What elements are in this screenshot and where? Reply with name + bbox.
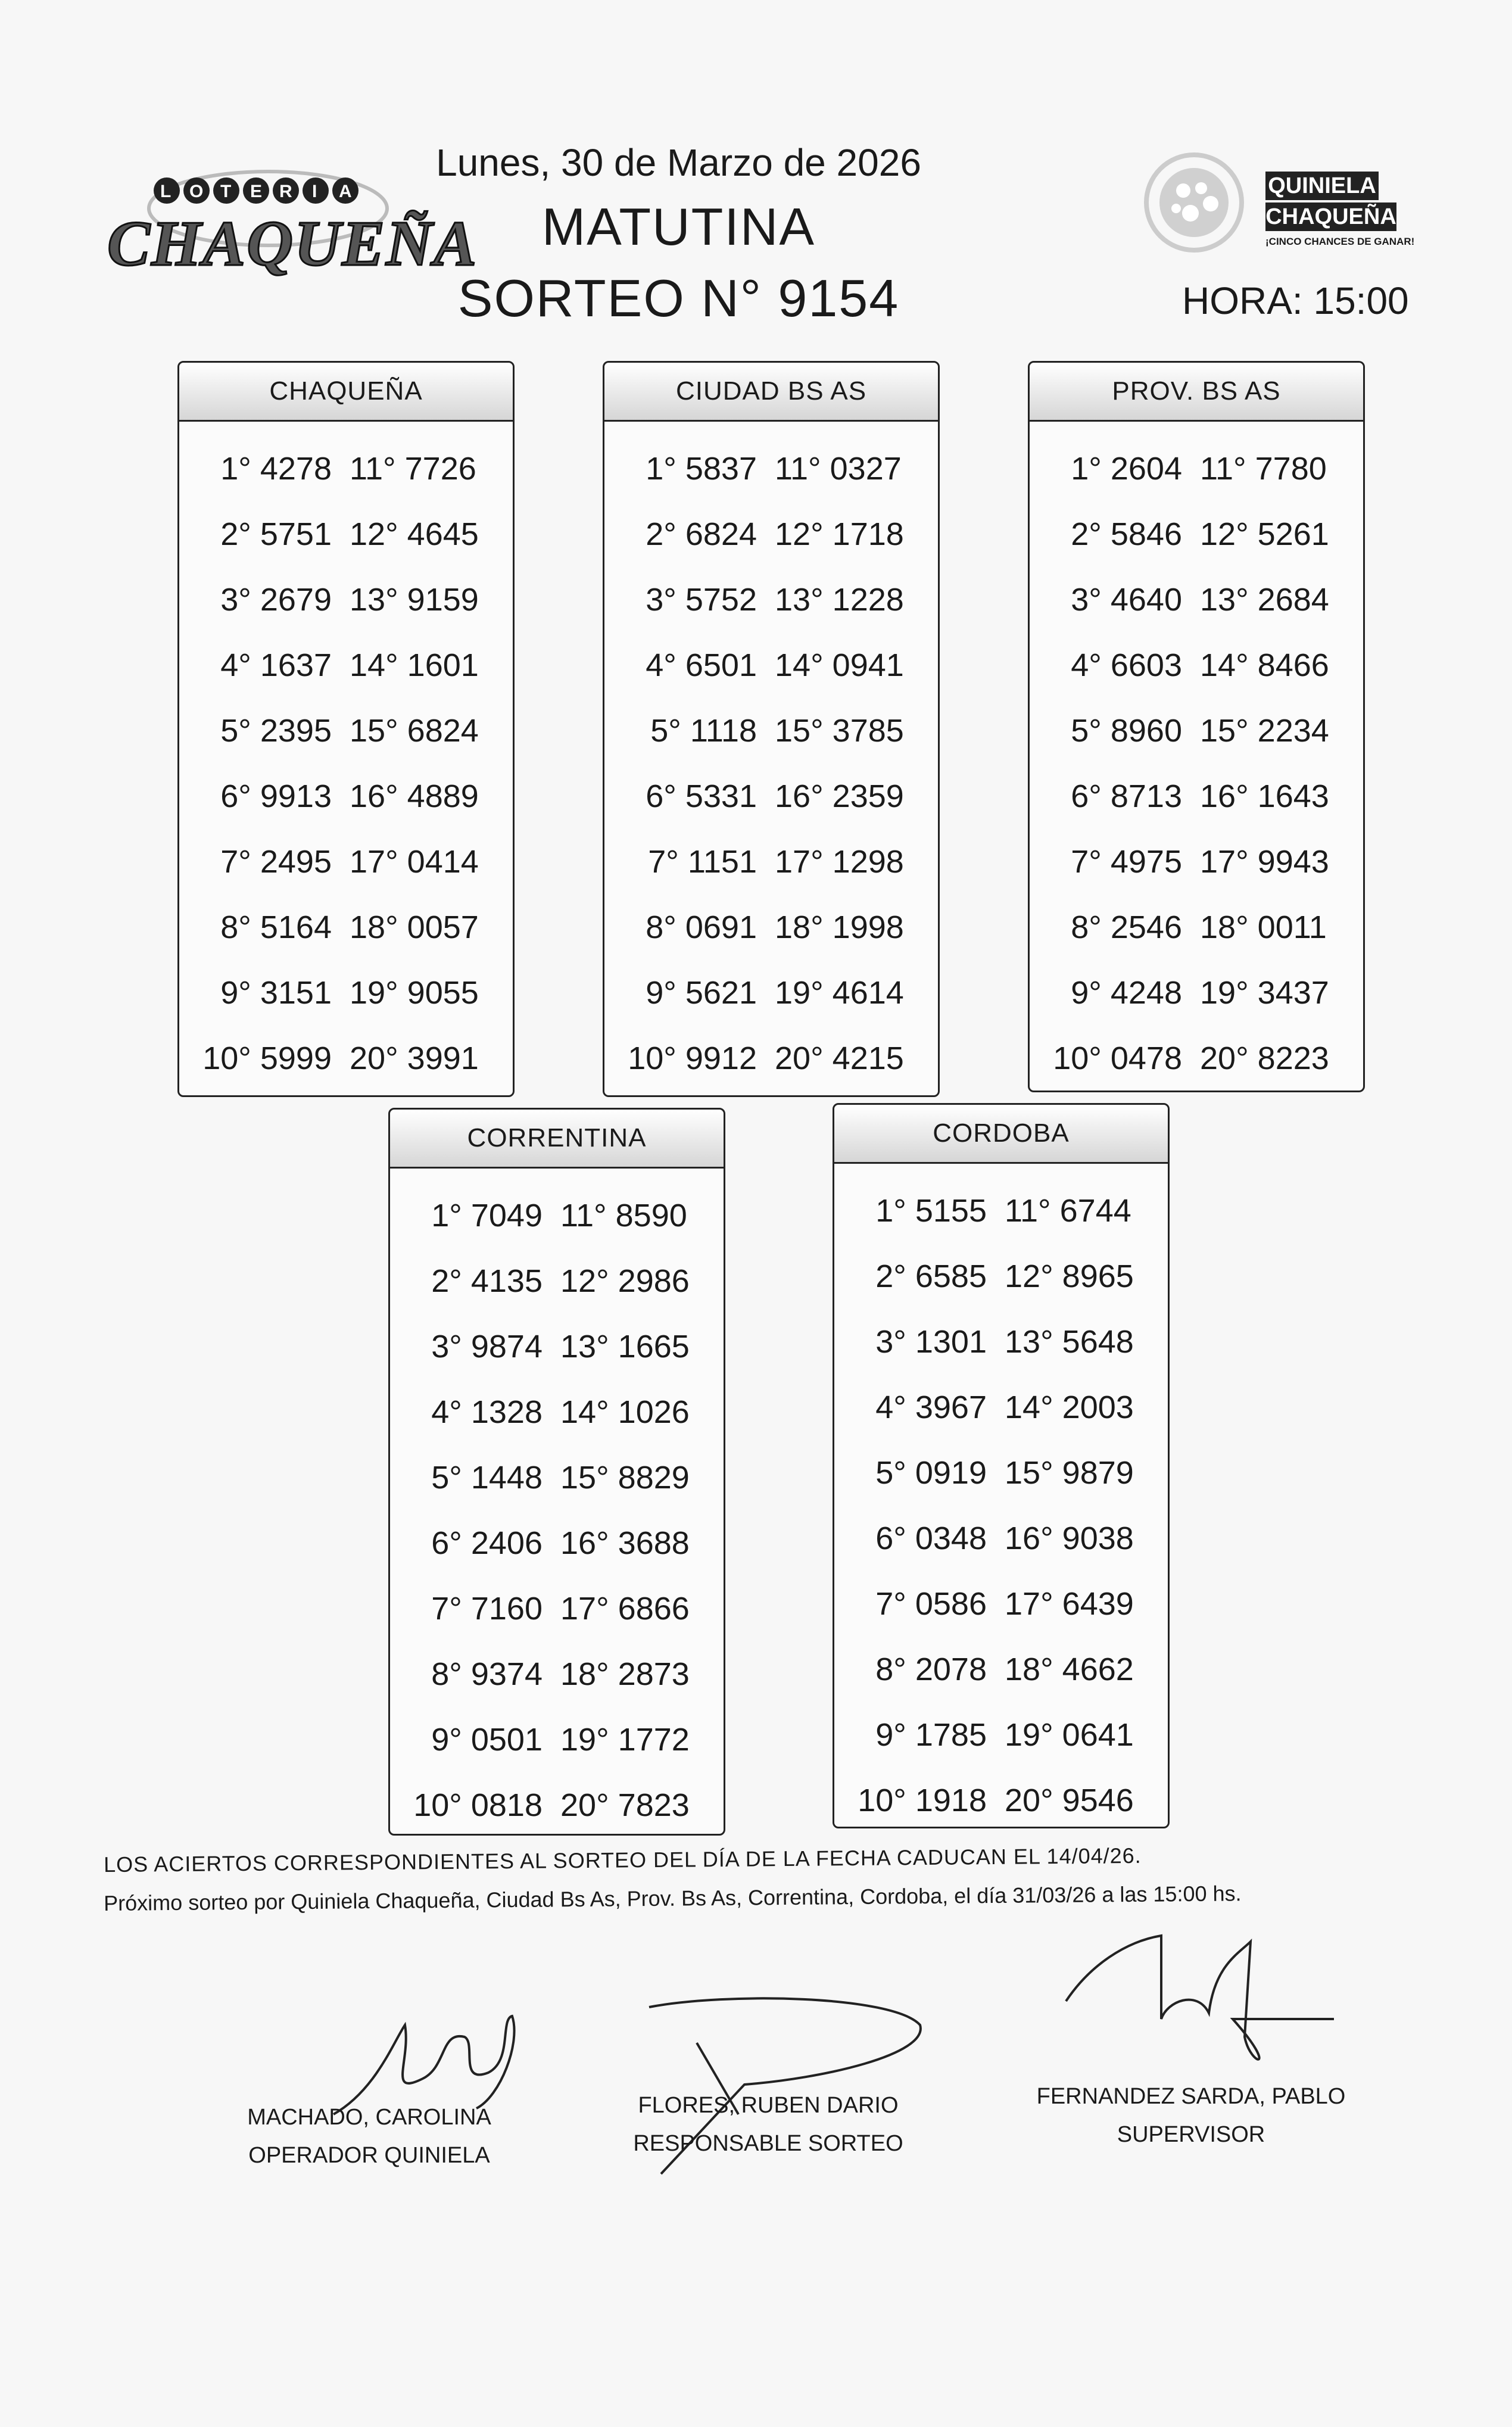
result-position-high: 16° 2359 — [775, 778, 904, 814]
signatory-role: RESPONSABLE SORTEO — [633, 2131, 903, 2156]
svg-text:O: O — [189, 182, 204, 201]
result-row — [834, 1768, 1168, 1833]
panel-ciudad-bs-as — [603, 361, 940, 1097]
result-position-high: 17° 0414 — [350, 844, 479, 880]
result-row — [1030, 567, 1363, 633]
result-position-high: 15° 8829 — [560, 1460, 690, 1496]
result-position-low: 3° 9874 — [431, 1329, 543, 1364]
result-position-low: 1° 5155 — [875, 1193, 987, 1229]
result-position-low: 7° 2495 — [220, 844, 332, 880]
result-row — [834, 1244, 1168, 1309]
result-position-high: 12° 8965 — [1005, 1258, 1134, 1294]
svg-text:L: L — [160, 182, 172, 201]
result-row — [179, 633, 513, 698]
signatory-name: FERNANDEZ SARDA, PABLO — [1036, 2084, 1346, 2109]
result-position-high: 12° 2986 — [560, 1263, 690, 1299]
results-list — [179, 422, 513, 1091]
result-position-high: 18° 4662 — [1005, 1652, 1134, 1687]
result-position-low: 2° 5846 — [1071, 516, 1182, 552]
logo-line2: CHAQUEÑA — [1265, 204, 1396, 229]
result-position-low: 6° 9913 — [220, 778, 332, 814]
result-row — [390, 1314, 724, 1379]
result-row — [834, 1178, 1168, 1244]
result-position-low: 8° 2078 — [875, 1652, 987, 1687]
session-title: MATUTINA — [541, 197, 816, 256]
results-list — [604, 422, 938, 1091]
result-row — [1030, 829, 1363, 895]
result-row — [834, 1702, 1168, 1768]
signatory-supervisor — [1024, 2077, 1358, 2154]
result-position-low: 7° 0586 — [875, 1586, 987, 1622]
result-position-high: 19° 3437 — [1200, 975, 1329, 1011]
result-row — [604, 829, 938, 895]
result-position-high: 16° 3688 — [560, 1525, 690, 1561]
svg-text:I: I — [312, 182, 317, 201]
result-row — [834, 1309, 1168, 1375]
result-position-high: 17° 6439 — [1005, 1586, 1134, 1622]
results-list — [390, 1169, 724, 1838]
result-position-high: 11° 8590 — [560, 1198, 687, 1233]
result-position-high: 19° 0641 — [1005, 1717, 1134, 1753]
result-row — [1030, 1026, 1363, 1091]
result-position-low: 9° 3151 — [220, 975, 332, 1011]
result-position-low: 5° 2395 — [220, 713, 332, 749]
result-position-high: 13° 9159 — [350, 582, 479, 618]
result-position-high: 15° 6824 — [350, 713, 479, 749]
results-list — [1030, 422, 1363, 1091]
result-row — [604, 764, 938, 829]
result-position-low: 1° 5837 — [646, 451, 757, 487]
result-position-low: 2° 6824 — [646, 516, 757, 552]
result-position-low: 6° 8713 — [1071, 778, 1182, 814]
result-row — [179, 829, 513, 895]
result-position-low: 6° 2406 — [431, 1525, 543, 1561]
svg-text:T: T — [220, 182, 232, 201]
result-row — [390, 1641, 724, 1707]
draw-number: SORTEO N° 9154 — [457, 269, 900, 328]
svg-text:A: A — [339, 182, 352, 201]
result-row — [390, 1510, 724, 1576]
panel-prov-bs-as — [1028, 361, 1365, 1092]
result-position-high: 18° 2873 — [560, 1656, 690, 1692]
result-row — [604, 895, 938, 960]
panel-cordoba — [833, 1103, 1170, 1828]
result-position-high: 12° 1718 — [775, 516, 904, 552]
result-row — [834, 1506, 1168, 1571]
result-row — [390, 1576, 724, 1641]
result-position-low: 9° 4248 — [1071, 975, 1182, 1011]
result-position-low: 4° 3967 — [875, 1389, 987, 1425]
result-position-low: 8° 5164 — [220, 909, 332, 945]
result-row — [390, 1379, 724, 1445]
result-position-high: 15° 2234 — [1200, 713, 1329, 749]
draw-time: HORA: 15:00 — [1182, 279, 1409, 322]
result-position-low: 5° 8960 — [1071, 713, 1182, 749]
result-position-low: 4° 1328 — [431, 1394, 543, 1430]
result-position-low: 6° 5331 — [646, 778, 757, 814]
result-position-low: 2° 6585 — [875, 1258, 987, 1294]
result-position-low: 3° 2679 — [220, 582, 332, 618]
result-position-low: 5° 1448 — [431, 1460, 543, 1496]
result-position-high: 14° 1026 — [560, 1394, 690, 1430]
result-position-low: 4° 1637 — [220, 647, 332, 683]
panel-title: CORDOBA — [834, 1105, 1168, 1164]
result-position-low: 8° 0691 — [646, 909, 757, 945]
result-row — [179, 698, 513, 764]
result-row — [1030, 960, 1363, 1026]
results-list — [834, 1164, 1168, 1833]
result-position-high: 11° 0327 — [775, 451, 902, 487]
logo-tagline: ¡CINCO CHANCES DE GANAR! — [1265, 236, 1415, 247]
result-row — [1030, 633, 1363, 698]
result-position-low: 10° 0818 — [413, 1787, 543, 1823]
result-position-high: 14° 8466 — [1200, 647, 1329, 683]
result-position-low: 7° 7160 — [431, 1591, 543, 1627]
result-position-high: 14° 0941 — [775, 647, 904, 683]
result-row — [834, 1571, 1168, 1637]
svg-text:R: R — [279, 182, 292, 201]
result-position-low: 5° 0919 — [875, 1455, 987, 1491]
result-row — [834, 1440, 1168, 1506]
result-position-high: 19° 4614 — [775, 975, 904, 1011]
panel-title: CIUDAD BS AS — [604, 363, 938, 422]
result-position-high: 20° 8223 — [1200, 1040, 1329, 1076]
result-position-high: 18° 1998 — [775, 909, 904, 945]
result-position-low: 5° 1118 — [650, 713, 757, 749]
result-position-low: 6° 0348 — [875, 1521, 987, 1556]
result-row — [390, 1183, 724, 1248]
result-position-low: 10° 9912 — [628, 1040, 757, 1076]
result-row — [390, 1772, 724, 1838]
signatory-name: MACHADO, CAROLINA — [247, 2105, 491, 2130]
panel-title: PROV. BS AS — [1030, 363, 1363, 422]
logo-line1: QUINIELA — [1268, 173, 1376, 198]
result-position-low: 9° 0501 — [431, 1722, 543, 1758]
result-row — [179, 1026, 513, 1091]
result-position-low: 7° 1151 — [648, 844, 757, 880]
result-position-low: 10° 0478 — [1053, 1040, 1182, 1076]
result-row — [1030, 895, 1363, 960]
result-position-low: 2° 5751 — [220, 516, 332, 552]
result-position-low: 1° 7049 — [431, 1198, 543, 1233]
result-position-high: 19° 9055 — [350, 975, 479, 1011]
result-row — [1030, 764, 1363, 829]
svg-text:CHAQUEÑA: CHAQUEÑA — [107, 208, 478, 279]
result-position-low: 10° 1918 — [858, 1783, 987, 1818]
result-row — [604, 960, 938, 1026]
signatory-responsable — [625, 2086, 911, 2163]
result-position-high: 16° 9038 — [1005, 1521, 1134, 1556]
result-row — [179, 960, 513, 1026]
panel-chaquena — [177, 361, 515, 1097]
result-row — [179, 567, 513, 633]
quiniela-chaquena-logo — [1134, 149, 1432, 268]
result-position-low: 7° 4975 — [1071, 844, 1182, 880]
result-position-low: 8° 2546 — [1071, 909, 1182, 945]
result-position-low: 9° 5621 — [646, 975, 757, 1011]
result-position-high: 14° 2003 — [1005, 1389, 1134, 1425]
result-position-high: 19° 1772 — [560, 1722, 690, 1758]
result-position-high: 13° 1665 — [560, 1329, 690, 1364]
result-position-high: 17° 1298 — [775, 844, 904, 880]
result-row — [604, 567, 938, 633]
result-position-high: 12° 4645 — [350, 516, 479, 552]
result-row — [604, 1026, 938, 1091]
result-row — [390, 1445, 724, 1510]
signature-supervisor — [1054, 1930, 1340, 2085]
panel-title: CORRENTINA — [390, 1110, 724, 1169]
result-position-high: 11° 7726 — [350, 451, 476, 487]
result-position-high: 11° 6744 — [1005, 1193, 1131, 1229]
result-position-high: 13° 2684 — [1200, 582, 1329, 618]
result-position-low: 1° 2604 — [1071, 451, 1182, 487]
result-position-high: 15° 9879 — [1005, 1455, 1134, 1491]
signatory-operador — [226, 2098, 512, 2174]
result-row — [604, 501, 938, 567]
signatory-role: OPERADOR QUINIELA — [248, 2143, 490, 2168]
result-row — [179, 895, 513, 960]
result-position-high: 15° 3785 — [775, 713, 904, 749]
next-draw-note: Próximo sorteo por Quiniela Chaqueña, Ciudad Bs As, Prov. Bs As, Correntina, Cordoba, el día 31/03/26 a las 15:00 hs. — [104, 1881, 1242, 1915]
result-position-high: 20° 7823 — [560, 1787, 690, 1823]
result-row — [604, 698, 938, 764]
svg-text:E: E — [250, 182, 263, 201]
result-row — [390, 1248, 724, 1314]
result-position-low: 8° 9374 — [431, 1656, 543, 1692]
result-position-high: 18° 0011 — [1200, 909, 1327, 945]
result-position-high: 17° 6866 — [560, 1591, 690, 1627]
draw-date: Lunes, 30 de Marzo de 2026 — [436, 141, 921, 184]
signatory-name: FLORES, RUBEN DARIO — [638, 2093, 899, 2118]
result-position-low: 1° 4278 — [220, 451, 332, 487]
result-position-low: 2° 4135 — [431, 1263, 543, 1299]
result-row — [834, 1637, 1168, 1702]
result-position-low: 3° 5752 — [646, 582, 757, 618]
result-position-high: 11° 7780 — [1200, 451, 1327, 487]
result-position-high: 20° 3991 — [350, 1040, 479, 1076]
result-row — [604, 436, 938, 501]
result-position-high: 14° 1601 — [350, 647, 479, 683]
result-position-low: 4° 6501 — [646, 647, 757, 683]
result-row — [179, 436, 513, 501]
signatory-role: SUPERVISOR — [1117, 2122, 1265, 2147]
result-row — [1030, 698, 1363, 764]
result-position-high: 13° 1228 — [775, 582, 904, 618]
result-row — [1030, 436, 1363, 501]
result-position-high: 20° 4215 — [775, 1040, 904, 1076]
result-row — [179, 764, 513, 829]
result-position-low: 10° 5999 — [202, 1040, 332, 1076]
result-position-low: 4° 6603 — [1071, 647, 1182, 683]
result-position-high: 17° 9943 — [1200, 844, 1329, 880]
result-position-high: 16° 1643 — [1200, 778, 1329, 814]
result-row — [834, 1375, 1168, 1440]
result-position-high: 12° 5261 — [1200, 516, 1329, 552]
result-row — [1030, 501, 1363, 567]
result-position-low: 3° 1301 — [875, 1324, 987, 1360]
result-row — [604, 633, 938, 698]
result-position-high: 16° 4889 — [350, 778, 479, 814]
panel-title: CHAQUEÑA — [179, 363, 513, 422]
result-position-low: 3° 4640 — [1071, 582, 1182, 618]
result-position-low: 9° 1785 — [875, 1717, 987, 1753]
result-row — [179, 501, 513, 567]
result-position-high: 18° 0057 — [350, 909, 479, 945]
result-row — [390, 1707, 724, 1772]
result-position-high: 20° 9546 — [1005, 1783, 1134, 1818]
expiry-note: LOS ACIERTOS CORRESPONDIENTES AL SORTEO DEL DÍA DE LA FECHA CADUCAN EL 14/04/26. — [104, 1843, 1142, 1877]
panel-correntina — [388, 1108, 725, 1836]
result-position-high: 13° 5648 — [1005, 1324, 1134, 1360]
